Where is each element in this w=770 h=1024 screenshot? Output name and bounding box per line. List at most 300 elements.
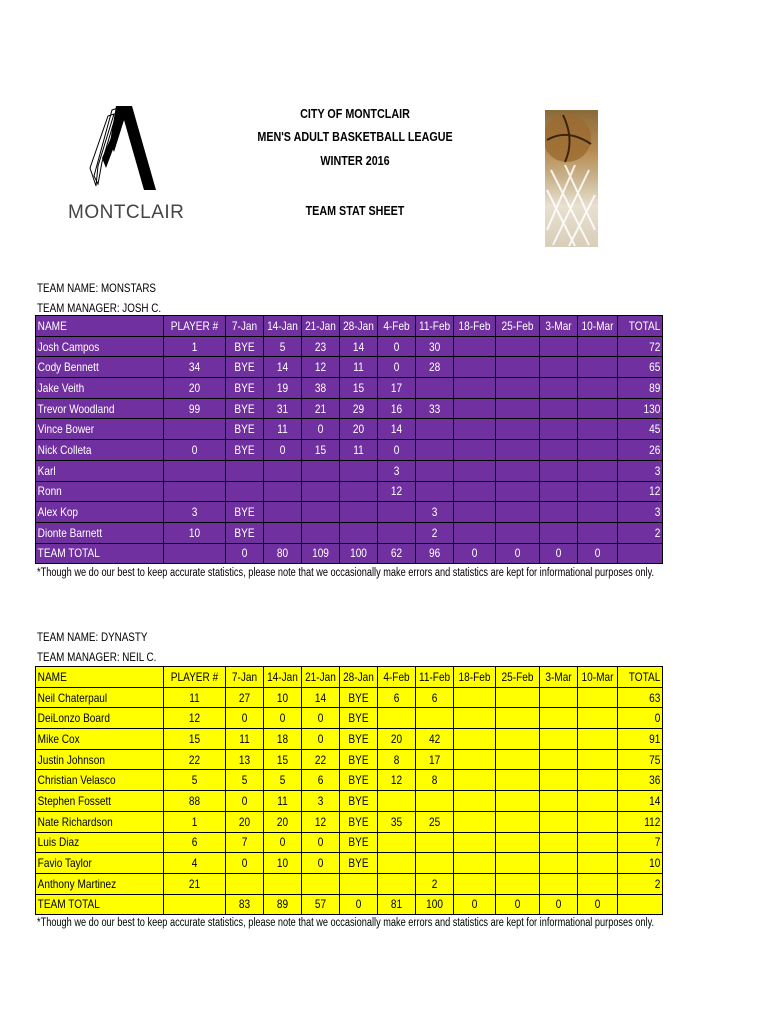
stat-cell bbox=[164, 460, 226, 481]
player-name-cell bbox=[36, 687, 164, 708]
column-header bbox=[340, 316, 378, 337]
stat-cell bbox=[340, 873, 378, 894]
column-header bbox=[302, 667, 340, 688]
stat-cell bbox=[302, 873, 340, 894]
stat-cell-text: BYE bbox=[348, 835, 369, 850]
stat-cell bbox=[164, 708, 226, 729]
stat-cell-text: BYE bbox=[348, 814, 369, 829]
stat-cell-text: 1 bbox=[191, 814, 198, 829]
column-header bbox=[378, 316, 416, 337]
stat-cell-text: BYE bbox=[234, 505, 255, 520]
stat-cell bbox=[454, 873, 496, 894]
stat-cell-text: 38 bbox=[314, 380, 327, 395]
stat-cell-text: BYE bbox=[348, 731, 369, 746]
player-name-cell bbox=[36, 873, 164, 894]
table-row bbox=[36, 460, 663, 481]
column-header-text: 7-Jan bbox=[231, 318, 258, 333]
column-header bbox=[454, 316, 496, 337]
stat-cell bbox=[302, 894, 340, 915]
stat-cell-text: 20 bbox=[276, 814, 289, 829]
stat-cell-text: 89 bbox=[649, 380, 661, 395]
stat-cell bbox=[164, 502, 226, 523]
column-header bbox=[578, 316, 618, 337]
table-row bbox=[36, 440, 663, 461]
stat-cell-text: 10 bbox=[188, 525, 201, 540]
stat-cell-text: 65 bbox=[649, 360, 661, 375]
column-header bbox=[302, 316, 340, 337]
column-header bbox=[496, 316, 540, 337]
stat-cell-text: 12 bbox=[314, 814, 327, 829]
stat-cell-text: 0 bbox=[555, 897, 562, 912]
stat-cell bbox=[416, 502, 454, 523]
table-row bbox=[36, 687, 663, 708]
stat-cell-text: 12 bbox=[188, 711, 201, 726]
column-header-text: 25-Feb bbox=[501, 318, 534, 333]
stat-cell-text: 30 bbox=[428, 339, 441, 354]
stat-cell bbox=[264, 502, 302, 523]
stat-cell bbox=[302, 522, 340, 543]
player-name-cell-text: Neil Chaterpaul bbox=[37, 690, 108, 705]
stat-cell bbox=[578, 749, 618, 770]
table-row bbox=[36, 791, 663, 812]
column-header-text: PLAYER # bbox=[170, 669, 219, 684]
stat-cell bbox=[264, 708, 302, 729]
stat-cell bbox=[416, 873, 454, 894]
stat-cell bbox=[540, 398, 578, 419]
stat-cell bbox=[416, 687, 454, 708]
stat-cell-text: 17 bbox=[390, 380, 403, 395]
stat-cell bbox=[578, 398, 618, 419]
stat-cell bbox=[378, 894, 416, 915]
column-header-text: 11-Feb bbox=[418, 669, 451, 684]
stat-cell bbox=[264, 749, 302, 770]
stat-cell bbox=[378, 791, 416, 812]
column-header bbox=[36, 316, 164, 337]
stat-cell bbox=[302, 440, 340, 461]
column-header-text: 25-Feb bbox=[501, 669, 534, 684]
stat-cell-text: 14 bbox=[276, 360, 289, 375]
stat-cell bbox=[378, 357, 416, 378]
stat-cell bbox=[164, 749, 226, 770]
stat-cell bbox=[226, 729, 264, 750]
stat-cell bbox=[540, 502, 578, 523]
stat-cell bbox=[454, 543, 496, 564]
stat-cell bbox=[378, 522, 416, 543]
column-header bbox=[496, 667, 540, 688]
stat-cell bbox=[378, 749, 416, 770]
stat-cell bbox=[454, 832, 496, 853]
stat-cell bbox=[540, 419, 578, 440]
stat-cell-text: 3 bbox=[191, 505, 198, 520]
table-row bbox=[36, 378, 663, 399]
stat-cell bbox=[540, 687, 578, 708]
stat-cell-text: 0 bbox=[393, 360, 400, 375]
stat-cell bbox=[164, 770, 226, 791]
stat-cell-text: 130 bbox=[643, 401, 661, 416]
stat-cell bbox=[378, 770, 416, 791]
stat-cell bbox=[540, 853, 578, 874]
player-name-cell-text: Justin Johnson bbox=[37, 752, 105, 767]
stat-cell bbox=[264, 729, 302, 750]
stat-cell-text: 29 bbox=[352, 401, 365, 416]
stat-cell-text: 0 bbox=[514, 897, 521, 912]
column-header-text: 4-Feb bbox=[383, 318, 410, 333]
stat-cell bbox=[340, 460, 378, 481]
stat-cell bbox=[618, 419, 663, 440]
table-row bbox=[36, 873, 663, 894]
column-header bbox=[454, 667, 496, 688]
player-name-cell bbox=[36, 894, 164, 915]
stat-cell bbox=[416, 729, 454, 750]
table-header-row bbox=[36, 667, 663, 688]
stat-cell bbox=[496, 378, 540, 399]
stat-cell bbox=[302, 481, 340, 502]
stat-cell-text: 88 bbox=[188, 793, 201, 808]
stat-cell-text: 3 bbox=[654, 505, 661, 520]
stat-cell-text: 6 bbox=[317, 773, 324, 788]
stat-cell-text: 0 bbox=[191, 442, 198, 457]
player-name-cell bbox=[36, 749, 164, 770]
stat-cell bbox=[264, 791, 302, 812]
table-row bbox=[36, 749, 663, 770]
player-name-cell bbox=[36, 853, 164, 874]
stat-cell bbox=[416, 791, 454, 812]
stat-cell-text: 20 bbox=[390, 731, 403, 746]
team-stat-table bbox=[35, 666, 663, 915]
stat-cell bbox=[454, 522, 496, 543]
stat-cell bbox=[340, 770, 378, 791]
stat-cell bbox=[540, 460, 578, 481]
stat-cell bbox=[540, 749, 578, 770]
table-row bbox=[36, 357, 663, 378]
column-header-text: 28-Jan bbox=[343, 669, 374, 684]
stat-cell bbox=[540, 481, 578, 502]
stat-cell bbox=[618, 708, 663, 729]
stat-cell bbox=[416, 336, 454, 357]
player-name-cell bbox=[36, 336, 164, 357]
stat-cell-text: 72 bbox=[649, 339, 661, 354]
stat-cell bbox=[302, 832, 340, 853]
column-header bbox=[226, 316, 264, 337]
stat-cell bbox=[454, 770, 496, 791]
stat-cell bbox=[540, 791, 578, 812]
stat-cell bbox=[378, 460, 416, 481]
table-row bbox=[36, 853, 663, 874]
stat-cell-text: 3 bbox=[654, 463, 661, 478]
stat-cell-text: 42 bbox=[428, 731, 441, 746]
stat-cell bbox=[378, 378, 416, 399]
stat-cell-text: BYE bbox=[234, 339, 255, 354]
player-name-cell bbox=[36, 832, 164, 853]
stat-cell bbox=[378, 336, 416, 357]
stat-cell-text: 6 bbox=[393, 690, 400, 705]
stat-cell bbox=[164, 894, 226, 915]
stat-cell-text: 11 bbox=[277, 793, 288, 808]
stat-cell bbox=[226, 502, 264, 523]
stat-cell-text: 0 bbox=[317, 835, 324, 850]
stat-cell bbox=[496, 522, 540, 543]
stat-cell-text: 80 bbox=[276, 546, 289, 561]
stat-cell-text: 15 bbox=[314, 442, 327, 457]
player-name-cell-text: Stephen Fossett bbox=[37, 793, 112, 808]
player-name-cell-text: Jake Veith bbox=[37, 380, 85, 395]
stat-cell-text: 0 bbox=[241, 546, 248, 561]
stat-cell-text: 0 bbox=[514, 546, 521, 561]
stat-cell bbox=[378, 440, 416, 461]
stat-cell-text: 12 bbox=[314, 360, 327, 375]
stat-cell bbox=[340, 811, 378, 832]
stat-cell bbox=[578, 419, 618, 440]
table-row bbox=[36, 522, 663, 543]
stat-cell bbox=[454, 481, 496, 502]
stat-cell bbox=[578, 791, 618, 812]
stat-cell-text: 0 bbox=[317, 422, 324, 437]
stat-cell bbox=[302, 729, 340, 750]
stat-cell bbox=[340, 481, 378, 502]
stat-cell bbox=[164, 398, 226, 419]
stat-cell bbox=[264, 832, 302, 853]
player-name-cell bbox=[36, 378, 164, 399]
column-header-text: PLAYER # bbox=[170, 318, 219, 333]
table-row bbox=[36, 336, 663, 357]
disclaimer: *Though we do our best to keep accurate statistics, please note that we occasionally make errors and statistics are kept for informational purposes only. bbox=[37, 567, 655, 579]
stat-cell bbox=[264, 522, 302, 543]
stat-cell bbox=[164, 873, 226, 894]
stat-cell bbox=[454, 708, 496, 729]
stat-cell bbox=[264, 419, 302, 440]
column-header-text: 14-Jan bbox=[267, 669, 298, 684]
stat-cell bbox=[618, 522, 663, 543]
stat-cell bbox=[618, 543, 663, 564]
stat-cell bbox=[454, 336, 496, 357]
stat-cell bbox=[618, 770, 663, 791]
stat-cell bbox=[618, 460, 663, 481]
stat-cell-text: 62 bbox=[390, 546, 403, 561]
player-name-cell bbox=[36, 502, 164, 523]
team-manager: TEAM MANAGER: JOSH C. bbox=[37, 301, 162, 315]
player-name-cell-text: Trevor Woodland bbox=[37, 401, 115, 416]
stat-cell-text: 35 bbox=[390, 814, 403, 829]
stat-cell bbox=[416, 522, 454, 543]
stat-cell bbox=[340, 336, 378, 357]
stat-cell bbox=[454, 419, 496, 440]
stat-cell bbox=[496, 873, 540, 894]
player-name-cell-text: Alex Kop bbox=[37, 505, 79, 520]
column-header bbox=[540, 316, 578, 337]
stat-cell bbox=[618, 791, 663, 812]
stat-cell bbox=[378, 729, 416, 750]
column-header-text: 3-Mar bbox=[545, 669, 572, 684]
column-header bbox=[164, 316, 226, 337]
stat-cell bbox=[340, 708, 378, 729]
stat-cell bbox=[578, 873, 618, 894]
stat-cell-text: BYE bbox=[348, 773, 369, 788]
player-name-cell bbox=[36, 708, 164, 729]
player-name-cell bbox=[36, 460, 164, 481]
stat-cell bbox=[340, 378, 378, 399]
player-name-cell-text: Favio Taylor bbox=[37, 856, 92, 871]
player-name-cell-text: Mike Cox bbox=[37, 731, 80, 746]
stat-cell bbox=[302, 336, 340, 357]
stat-cell-text: 11 bbox=[239, 731, 250, 746]
stat-cell-text: 12 bbox=[390, 484, 403, 499]
column-header bbox=[578, 667, 618, 688]
stat-cell bbox=[496, 502, 540, 523]
stat-cell-text: 0 bbox=[317, 856, 324, 871]
stat-cell-text: 10 bbox=[276, 690, 289, 705]
stat-cell-text: 28 bbox=[428, 360, 441, 375]
stat-cell bbox=[496, 336, 540, 357]
column-header-text: 7-Jan bbox=[231, 669, 258, 684]
stat-cell-text: 57 bbox=[314, 897, 327, 912]
stat-cell-text: 36 bbox=[649, 773, 661, 788]
player-name-cell-text: Anthony Martinez bbox=[37, 876, 117, 891]
stat-cell-text: 27 bbox=[238, 690, 251, 705]
stat-cell bbox=[618, 873, 663, 894]
stat-cell bbox=[578, 522, 618, 543]
stat-cell bbox=[378, 873, 416, 894]
stat-cell bbox=[496, 749, 540, 770]
team-total-row bbox=[36, 894, 663, 915]
stat-cell bbox=[302, 811, 340, 832]
column-header bbox=[36, 667, 164, 688]
stat-cell-text: 0 bbox=[594, 546, 601, 561]
stat-cell-text: 15 bbox=[352, 380, 365, 395]
stat-cell bbox=[264, 357, 302, 378]
column-header-text: NAME bbox=[37, 669, 67, 684]
player-name-cell-text: Nick Colleta bbox=[37, 442, 92, 457]
stat-cell-text: 14 bbox=[649, 793, 661, 808]
player-name-cell-text: TEAM TOTAL bbox=[37, 546, 100, 561]
stat-cell bbox=[618, 378, 663, 399]
stat-cell-text: 14 bbox=[314, 690, 327, 705]
table-header-row bbox=[36, 316, 663, 337]
stat-cell bbox=[454, 729, 496, 750]
stat-cell bbox=[226, 853, 264, 874]
stat-cell-text: 0 bbox=[471, 897, 478, 912]
stat-cell bbox=[454, 811, 496, 832]
stat-cell-text: 3 bbox=[317, 793, 324, 808]
stat-cell bbox=[540, 873, 578, 894]
player-name-cell-text: Karl bbox=[37, 463, 56, 478]
stat-cell-text: 2 bbox=[431, 876, 438, 891]
stat-cell-text: 23 bbox=[314, 339, 327, 354]
stat-cell bbox=[340, 502, 378, 523]
stat-cell-text: 83 bbox=[238, 897, 251, 912]
stat-cell bbox=[340, 543, 378, 564]
stat-cell-text: 0 bbox=[241, 711, 248, 726]
stat-cell bbox=[164, 853, 226, 874]
stat-cell bbox=[578, 708, 618, 729]
stat-cell bbox=[378, 543, 416, 564]
stat-cell-text: 45 bbox=[649, 422, 661, 437]
stat-cell bbox=[618, 811, 663, 832]
stat-cell bbox=[618, 853, 663, 874]
player-name-cell-text: Dionte Barnett bbox=[37, 525, 103, 540]
stat-cell bbox=[416, 543, 454, 564]
stat-cell bbox=[378, 687, 416, 708]
stat-cell bbox=[540, 770, 578, 791]
stat-cell bbox=[496, 832, 540, 853]
stat-cell bbox=[416, 853, 454, 874]
stat-cell-text: 2 bbox=[431, 525, 438, 540]
stat-cell-text: 11 bbox=[353, 442, 364, 457]
stat-cell bbox=[340, 729, 378, 750]
stat-cell-text: 3 bbox=[431, 505, 438, 520]
column-header-text: 3-Mar bbox=[545, 318, 572, 333]
stat-cell-text: BYE bbox=[234, 442, 255, 457]
stat-cell bbox=[618, 440, 663, 461]
stat-cell bbox=[540, 378, 578, 399]
stat-cell-text: 8 bbox=[431, 773, 438, 788]
stat-cell-text: 0 bbox=[471, 546, 478, 561]
montclair-a-mark-icon bbox=[58, 102, 178, 202]
stat-cell-text: 96 bbox=[428, 546, 441, 561]
stat-cell bbox=[540, 894, 578, 915]
player-name-cell bbox=[36, 522, 164, 543]
stat-cell-text: 109 bbox=[312, 546, 329, 561]
stat-cell bbox=[496, 811, 540, 832]
stat-cell bbox=[540, 440, 578, 461]
stat-cell bbox=[164, 419, 226, 440]
stat-cell bbox=[302, 357, 340, 378]
stat-cell-text: BYE bbox=[348, 752, 369, 767]
stat-cell bbox=[540, 811, 578, 832]
stat-cell bbox=[340, 687, 378, 708]
player-name-cell-text: Ronn bbox=[37, 484, 62, 499]
stat-cell-text: 34 bbox=[188, 360, 201, 375]
stat-cell-text: 0 bbox=[279, 711, 286, 726]
stat-cell-text: BYE bbox=[348, 793, 369, 808]
table-row bbox=[36, 481, 663, 502]
stat-cell bbox=[618, 357, 663, 378]
stat-cell bbox=[226, 873, 264, 894]
stat-cell bbox=[164, 357, 226, 378]
stat-cell bbox=[618, 894, 663, 915]
player-name-cell bbox=[36, 770, 164, 791]
stat-cell-text: 5 bbox=[279, 339, 286, 354]
stat-cell bbox=[378, 708, 416, 729]
stat-cell bbox=[340, 419, 378, 440]
stat-cell bbox=[264, 687, 302, 708]
stat-cell-text: 0 bbox=[555, 546, 562, 561]
league-title: MEN'S ADULT BASKETBALL LEAGUE bbox=[257, 130, 453, 144]
stat-cell bbox=[164, 481, 226, 502]
player-name-cell-text: TEAM TOTAL bbox=[37, 897, 100, 912]
stat-cell bbox=[164, 811, 226, 832]
table-row bbox=[36, 502, 663, 523]
stat-cell-text: 91 bbox=[649, 731, 661, 746]
stat-cell bbox=[416, 749, 454, 770]
stat-cell bbox=[416, 811, 454, 832]
stat-cell-text: 0 bbox=[317, 731, 324, 746]
stat-cell bbox=[264, 811, 302, 832]
table-row bbox=[36, 729, 663, 750]
player-name-cell-text: Christian Velasco bbox=[37, 773, 116, 788]
stat-cell bbox=[540, 357, 578, 378]
stat-cell-text: 0 bbox=[317, 711, 324, 726]
column-header bbox=[226, 667, 264, 688]
stat-cell-text: 5 bbox=[191, 773, 198, 788]
stat-cell bbox=[454, 687, 496, 708]
stat-cell bbox=[302, 502, 340, 523]
stat-cell bbox=[454, 378, 496, 399]
stat-cell bbox=[226, 708, 264, 729]
stat-cell bbox=[416, 378, 454, 399]
stat-cell bbox=[164, 729, 226, 750]
table-row bbox=[36, 398, 663, 419]
team-manager: TEAM MANAGER: NEIL C. bbox=[37, 650, 157, 664]
